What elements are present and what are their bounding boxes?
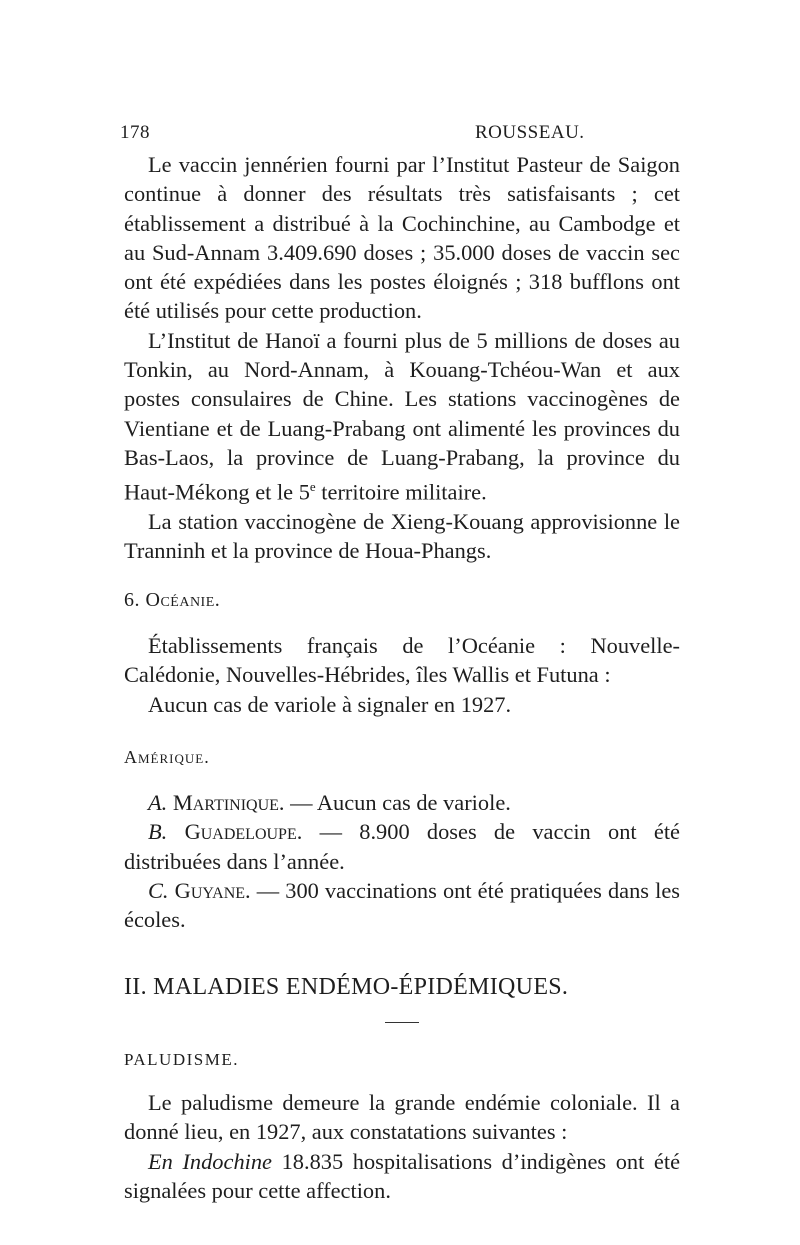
- paragraph-paludisme: Le paludisme demeure la grande endémie coloniale. Il a donné lieu, en 1927, aux constatations suivantes :: [124, 1090, 680, 1145]
- heading-oceanie: [124, 586, 680, 615]
- item-letter: A.: [148, 790, 168, 816]
- item-guyane: [124, 876, 680, 935]
- item-text: — Aucun cas de variole.: [284, 790, 511, 816]
- paragraph-hanoi-text: L’Institut de Hanoï a fourni plus de 5 millions de doses au Tonkin, au Nord-Annam, à Kouang-Tchéou-Wan et aux postes consulaires de Chine. Les stations vaccinogènes de Vientiane et de Luang-Prabang ont alimenté les provinces du Bas-Laos, la province de Luang-Prabang, la province du Haut-Mékong et le 5: [124, 327, 680, 505]
- item-text: — 8.900 doses de vaccin ont été distribuées dans l’année.: [124, 819, 680, 874]
- running-head: ROUSSEAU.: [475, 122, 585, 143]
- heading-oceanie-number: 6.: [124, 588, 146, 611]
- item-name: Guyane.: [174, 878, 251, 903]
- page-header: [120, 122, 680, 148]
- paragraph-oceanie-variole: Aucun cas de variole à signaler en 1927.: [148, 691, 512, 717]
- item-letter: C.: [148, 878, 169, 903]
- heading-oceanie-label: Océanie.: [145, 588, 221, 611]
- superscript-e: e: [309, 479, 316, 495]
- paragraph-indochine: [124, 1147, 680, 1206]
- item-martinique: [124, 788, 680, 817]
- section-divider: [385, 1022, 419, 1023]
- heading-amerique: Amérique.: [124, 746, 210, 767]
- item-text: — 300 vaccinations ont été pratiquées dans les écoles.: [124, 878, 680, 933]
- item-guadeloupe: [124, 817, 680, 876]
- page-number: 178: [120, 122, 150, 143]
- paragraph-hanoi-tail: territoire militaire.: [315, 479, 487, 505]
- indochine-text: 18.835 hospitalisations d’indigènes ont été signalées pour cette affection.: [124, 1148, 681, 1204]
- item-name: Guadeloupe.: [184, 819, 303, 845]
- paragraph-xieng-kouang: La station vaccinogène de Xieng-Kouang approvisionne le Tranninh et la province de Houa-Phangs.: [124, 509, 680, 564]
- paragraph-oceanie-establishments: Établissements français de l’Océanie : Nouvelle-Calédonie, Nouvelles-Hébrides, îles Wallis et Futuna :: [124, 632, 680, 688]
- indochine-italic: En Indochine: [148, 1148, 272, 1174]
- body-text: [124, 150, 680, 1205]
- heading-paludisme: PALUDISME.: [124, 1049, 239, 1069]
- item-letter: B.: [148, 819, 168, 845]
- heading-section-ii: II. MALADIES ENDÉMO-ÉPIDÉMIQUES.: [124, 973, 569, 1000]
- paragraph-hanoi: [124, 326, 680, 507]
- item-name: Martinique.: [172, 790, 285, 816]
- paragraph-saigon: Le vaccin jennérien fourni par l’Institut Pasteur de Saigon continue à donner des résultats très satisfaisants ; cet établissement a distribué à la Cochinchine, au Cambodge et au Sud-Annam 3.409.690 doses ; 35.000 doses de vaccin sec ont été expédiées dans les postes éloignés ; 318 bufflons ont été utilisés pour cette production.: [124, 152, 680, 324]
